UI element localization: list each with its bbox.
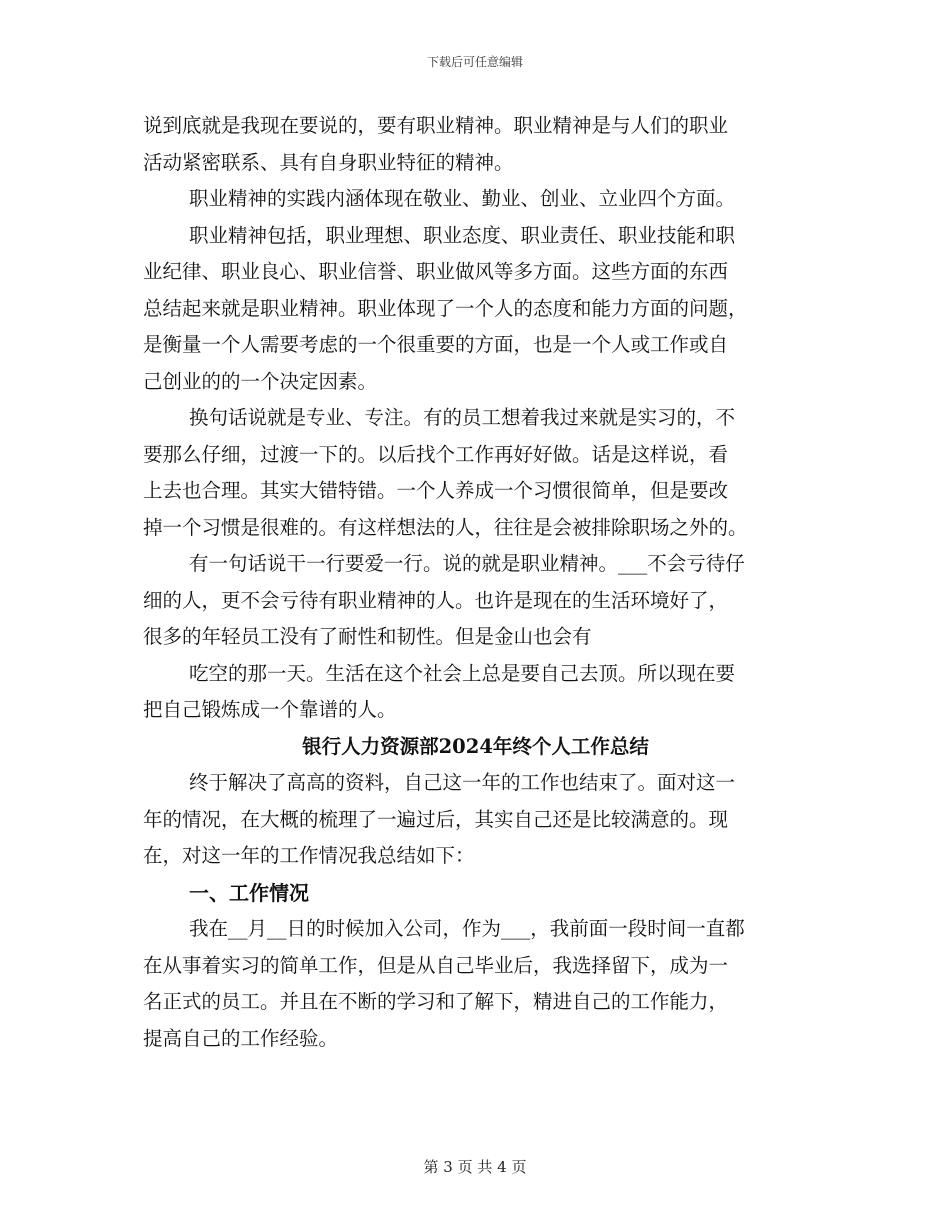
paragraph-line: 职业精神的实践内涵体现在敬业、勤业、创业、立业四个方面。 — [189, 187, 736, 210]
paragraph-line: 把自己锻炼成一个靠谱的人。 — [143, 698, 397, 721]
paragraph-line: 是衡量一个人需要考虑的一个很重要的方面，也是一个人或工作或自 — [143, 333, 729, 356]
document-body — [143, 108, 808, 1057]
paragraph-line: 很多的年轻员工没有了耐性和韧性。但是金山也会有 — [143, 625, 592, 648]
paragraph-line: 业纪律、职业良心、职业信誉、职业做风等多方面。这些方面的东西 — [143, 260, 729, 283]
paragraph-line: 在，对这一年的工作情况我总结如下： — [143, 844, 475, 867]
paragraph-line: 己创业的的一个决定因素。 — [143, 369, 378, 393]
section-title: 银行人力资源部2024年终个人工作总结 — [302, 734, 649, 758]
paragraph-line: 上去也合理。其实大错特错。一个人养成一个习惯很简单，但是要改 — [143, 479, 729, 502]
paragraph-line: 我在__月__日的时候加入公司，作为___，我前面一段时间一直都 — [189, 917, 745, 940]
paragraph-line: 换句话说就是专业、专注。有的员工想着我过来就是实习的，不 — [189, 406, 736, 429]
paragraph-line: 总结起来就是职业精神。职业体现了一个人的态度和能力方面的问题， — [143, 296, 748, 320]
paragraph-line: 有一句话说干一行要爱一行。说的就是职业精神。___不会亏待仔 — [189, 552, 745, 575]
paragraph-line: 细的人，更不会亏待有职业精神的人。也许是现在的生活环境好了， — [143, 588, 729, 612]
page-number: 第 3 页 共 4 页 — [423, 1158, 527, 1176]
paragraph-line: 掉一个习惯是很难的。有这样想法的人，往往是会被排除职场之外的。 — [143, 515, 748, 539]
paragraph-line: 在从事着实习的简单工作，但是从自己毕业后，我选择留下，成为一 — [143, 953, 729, 977]
paragraph-line: 说到底就是我现在要说的，要有职业精神。职业精神是与人们的职业 — [143, 114, 729, 137]
paragraph-line: 名正式的员工。并且在不断的学习和了解下，精进自己的工作能力， — [143, 990, 729, 1013]
paragraph-line: 终于解决了高高的资料，自己这一年的工作也结束了。面对这一 — [189, 771, 736, 794]
paragraph-line: 职业精神包括，职业理想、职业态度、职业责任、职业技能和职 — [189, 223, 736, 247]
paragraph-line: 提高自己的工作经验。 — [143, 1026, 339, 1050]
paragraph-line: 年的情况，在大概的梳理了一遍过后，其实自己还是比较满意的。现 — [143, 807, 729, 831]
paragraph-line: 活动紧密联系、具有自身职业特征的精神。 — [143, 150, 514, 174]
page-header: 下载后可任意编辑 — [426, 55, 523, 69]
paragraph-line: 吃空的那一天。生活在这个社会上总是要自己去顶。所以现在要 — [189, 661, 736, 685]
paragraph-line: 要那么仔细，过渡一下的。以后找个工作再好好做。话是这样说，看 — [143, 442, 729, 466]
subsection-heading: 一、工作情况 — [189, 880, 309, 905]
